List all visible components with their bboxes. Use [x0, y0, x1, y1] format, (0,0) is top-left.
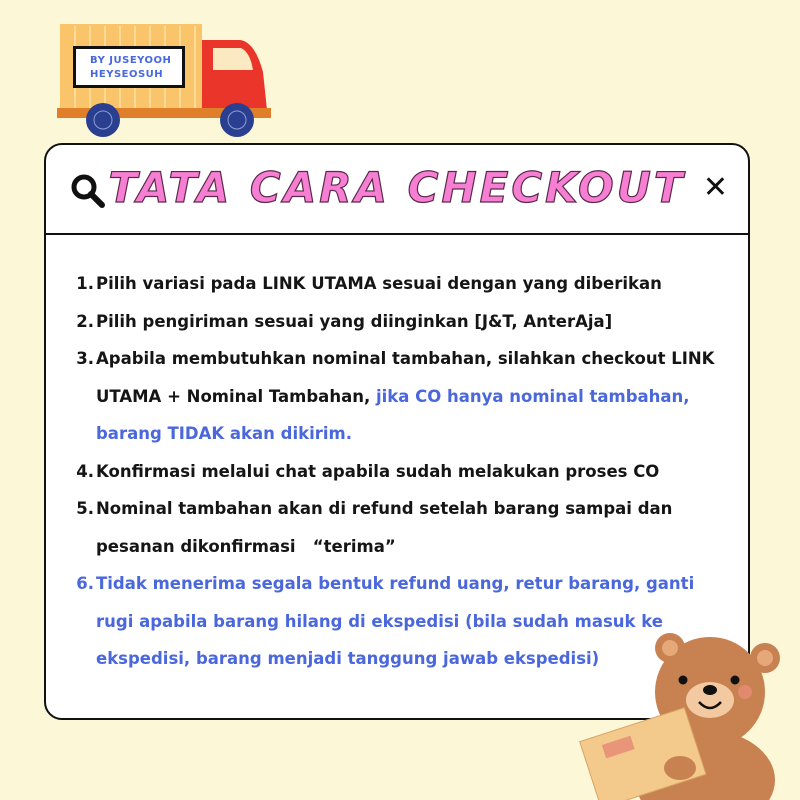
author-line-1: BY JUSEYOOH: [90, 55, 172, 66]
step-number: 6.: [76, 574, 94, 593]
list-item: [72, 265, 728, 303]
step-text: Nominal tambahan akan di refund setelah barang sampai dan pesanan dikonfirmasi “terima”: [96, 499, 679, 556]
step-text: Pilih pengiriman sesuai yang diinginkan [J&T, AnterAja]: [96, 311, 613, 331]
card-header: [46, 145, 748, 235]
truck-label: [73, 46, 185, 88]
author-line-2: HEYSEOSUH: [90, 69, 164, 80]
list-item: [72, 303, 728, 341]
step-number: 5.: [76, 499, 94, 518]
step-number: 4.: [76, 461, 94, 481]
page-title: TATA CARA CHECKOUT: [108, 163, 686, 212]
step-text-highlight: Tidak menerima segala bentuk refund uang, retur barang, ganti rugi apabila barang hilang di ekspedisi (bila sudah masuk ke ekspedisi, barang menjadi tanggung jawab ekspedisi): [96, 574, 695, 668]
step-text: Konfirmasi melalui chat apabila sudah melakukan proses CO: [96, 461, 660, 481]
list-item: [72, 340, 728, 453]
step-number: 2.: [76, 311, 94, 331]
step-number: 1.: [76, 274, 94, 293]
steps-list: [72, 265, 728, 678]
list-item: [72, 453, 728, 491]
step-text: [96, 340, 728, 453]
list-item: [72, 490, 728, 565]
bear-illustration: [575, 630, 800, 800]
close-icon[interactable]: ✕: [702, 170, 728, 205]
step-text-highlight: jika CO hanya nominal tambahan, barang TIDAK akan dikirim.: [96, 386, 690, 443]
step-text: Pilih variasi pada LINK UTAMA sesuai dengan yang diberikan: [96, 274, 662, 293]
step-number: 3.: [76, 349, 94, 368]
step-text-main: Apabila membutuhkan nominal tambahan, silahkan checkout LINK UTAMA + Nominal Tambahan,: [96, 349, 715, 406]
